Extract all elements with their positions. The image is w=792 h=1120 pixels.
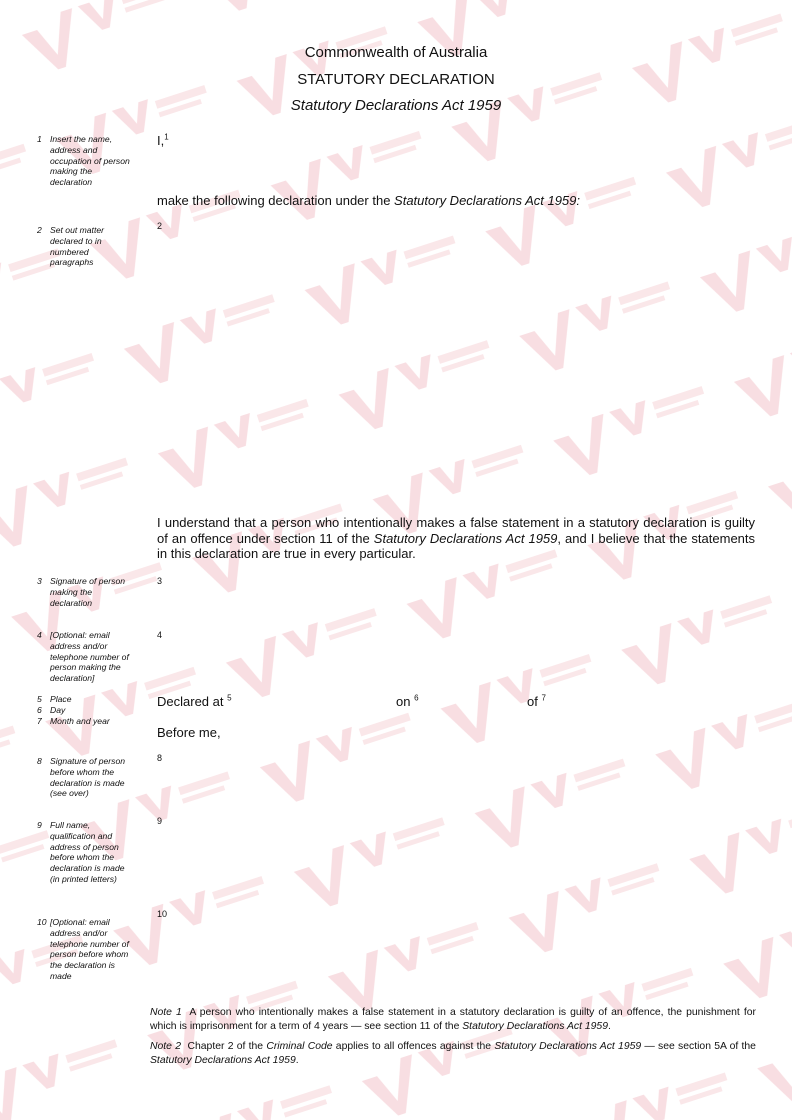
colon: : [576,193,581,208]
side-note-text: Insert the name, address and occupation of person making the declaration [50,134,130,188]
note-2-act2: Statutory Declarations Act 1959 [150,1055,296,1067]
declarant-sup: 1 [164,132,169,142]
note-2-mid: applies to all offences against the [332,1041,495,1052]
side-note-num: 8 [37,756,42,766]
side-note-num: 3 [37,576,42,586]
header-commonwealth: Commonwealth of Australia [304,44,488,61]
note-2-end: . [295,1055,299,1067]
mark-2: 2 [157,221,163,231]
side-note-text: [Optional: email address and/or telephone number of person before whom the declaration is made [50,917,129,981]
before-me: Before me, [157,725,221,740]
make-declaration-text: make the following declaration under the [157,193,395,208]
note-2-mid2: — see section 5A of the [641,1041,756,1052]
understand-paragraph [157,515,755,562]
mark-3: 3 [157,576,163,586]
declared-at [157,694,232,710]
side-note-text: Signature of person before whom the declaration is made (see over) [50,756,126,799]
understand-text-post: , and I believe that the statements in this declaration are true in every particular. [157,530,756,561]
declarant-line [157,133,169,149]
mark-9: 9 [157,816,163,826]
side-note-num: 10 [37,917,47,927]
side-note-text: Full name, qualification and address of person before whom the declaration is made (in printed letters) [50,820,125,884]
side-note-num: 1 [37,134,42,144]
side-note-num: 6 [37,705,42,715]
note-1-end: . [608,1021,611,1033]
act-name: Statutory Declarations Act 1959 [394,193,577,208]
declarant-label: I, [157,133,165,148]
sup-6: 6 [414,693,419,703]
side-note-num: 2 [37,225,42,235]
mark-4: 4 [157,630,163,640]
note-1-act: Statutory Declarations Act 1959 [462,1021,608,1033]
understand-act-name: Statutory Declarations Act 1959 [373,530,558,546]
side-note-text: Set out matter declared to in numbered paragraphs [50,225,104,268]
side-note-num: 5 [37,694,42,704]
header-statutory-declaration: STATUTORY DECLARATION [297,71,495,88]
side-note-text: Signature of person making the declaration [50,576,126,608]
side-note-num: 4 [37,630,42,640]
mark-8: 8 [157,753,163,763]
declared-at-label: Declared at [157,694,224,709]
side-note-text: Month and year [50,716,110,726]
declared-of [527,694,546,710]
note-1-label: Note 1 [150,1007,182,1018]
sup-5: 5 [227,693,232,703]
note-1 [150,1006,756,1035]
side-note-text: Day [50,705,66,715]
mark-10: 10 [157,909,168,919]
note-2-code: Criminal Code [266,1041,333,1052]
sup-7: 7 [541,693,546,703]
note-2-pre: Chapter 2 of the [187,1041,267,1052]
on-label: on [396,694,411,709]
make-declaration-line [157,193,757,209]
side-note-num: 7 [37,716,42,726]
header-act: Statutory Declarations Act 1959 [290,97,502,114]
side-note-text: Place [50,694,72,704]
understand-text-pre: I understand that a person who intentionally makes a false statement in a statutory declaration is guilty of an offence under section 11 of the [157,515,755,546]
side-note-num: 9 [37,820,42,830]
note-2-label: Note 2 [150,1041,181,1052]
side-note-text: [Optional: email address and/or telephone number of person making the declaration] [50,630,129,684]
note-2 [150,1040,756,1069]
note-2-act: Statutory Declarations Act 1959 [494,1041,642,1052]
note-1-text: A person who intentionally makes a false statement in a statutory declaration is guilty of an offence, the punishment for which is imprisonment for a term of 4 years — see section 11 of the [150,1007,757,1033]
of-label: of [527,694,538,709]
declared-on [396,694,419,710]
